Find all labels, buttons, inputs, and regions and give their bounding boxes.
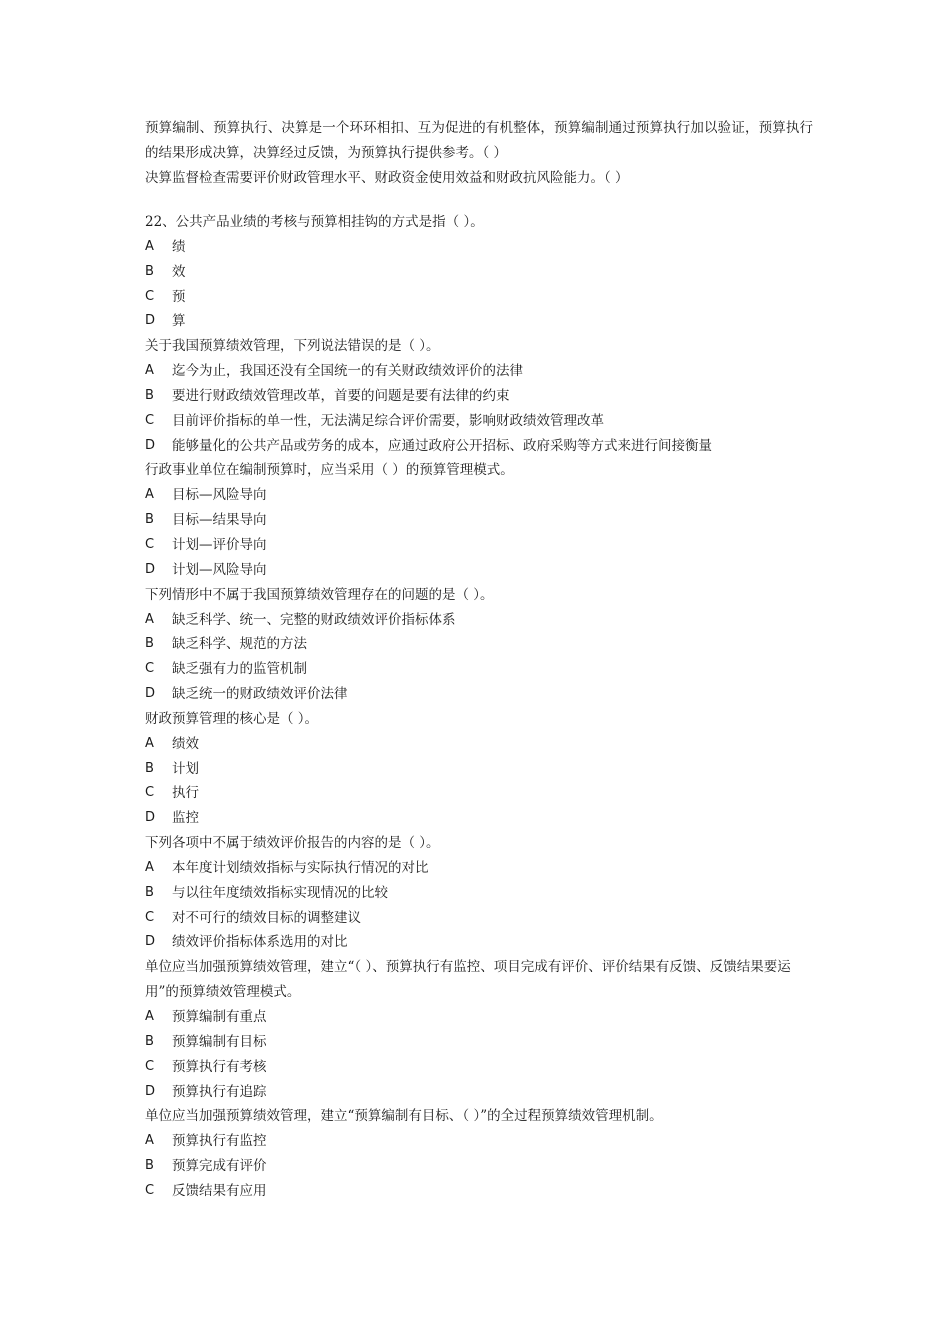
option-text: 效: [172, 263, 186, 280]
option-letter: A: [145, 487, 154, 503]
option-letter: B: [145, 263, 154, 279]
answer-option: [145, 1005, 813, 1030]
answer-option: [145, 632, 813, 657]
answer-option: [145, 608, 813, 633]
question-stem: 下列情形中不属于我国预算绩效管理存在的问题的是（ ）。: [145, 586, 494, 603]
answer-option: [145, 930, 813, 955]
option-text: 计划: [172, 760, 199, 777]
question-item: [145, 583, 813, 707]
answer-option: [145, 881, 813, 906]
option-letter: A: [145, 239, 154, 254]
answer-option: [145, 1154, 813, 1179]
answer-option: [145, 533, 813, 558]
question-stem: 单位应当加强预算绩效管理，建立“预算编制有目标、（ ）”的全过程预算绩效管理机制。: [145, 1108, 663, 1125]
option-letter: C: [145, 536, 155, 552]
option-letter: D: [145, 810, 156, 826]
option-letter: C: [145, 412, 155, 428]
option-letter: B: [145, 1033, 154, 1049]
option-letter: C: [145, 661, 155, 677]
option-letter: D: [145, 313, 156, 329]
option-letter: A: [145, 363, 154, 379]
option-letter: C: [145, 785, 155, 801]
option-letter: A: [145, 735, 154, 751]
question-stem: 单位应当加强预算绩效管理，建立“（ ）、预算执行有监控、项目完成有评价、评价结果有反馈、反馈结果要运用”的预算绩效管理模式。: [145, 959, 791, 1001]
option-text: 与以往年度绩效指标实现情况的比较: [172, 884, 388, 901]
answer-option: [145, 682, 813, 707]
option-text: 对不可行的绩效目标的调整建议: [172, 909, 361, 926]
question-item: [145, 210, 813, 334]
option-text: 算: [172, 313, 186, 330]
answer-option: [145, 359, 813, 384]
option-text: 计划—风险导向: [172, 561, 267, 578]
question-stem: 财政预算管理的核心是（ ）。: [145, 710, 319, 727]
option-letter: C: [145, 1058, 155, 1074]
option-letter: C: [145, 288, 155, 304]
option-text: 预算执行有监控: [172, 1133, 267, 1150]
option-letter: B: [145, 387, 154, 403]
answer-option: [145, 806, 813, 831]
answer-option: [145, 757, 813, 782]
question-item: [145, 707, 813, 831]
question-stem: 关于我国预算绩效管理，下列说法错误的是（ ）。: [145, 338, 440, 355]
option-letter: D: [145, 1083, 156, 1099]
option-text: 缺乏科学、统一、完整的财政绩效评价指标体系: [172, 611, 456, 628]
answer-option: [145, 434, 813, 459]
answer-option: [145, 1080, 813, 1105]
question-stem: 下列各项中不属于绩效评价报告的内容的是（ ）。: [145, 834, 440, 851]
option-text: 反馈结果有应用: [172, 1182, 267, 1199]
answer-option: [145, 483, 813, 508]
question-stem: 行政事业单位在编制预算时，应当采用（ ）的预算管理模式。: [145, 462, 514, 479]
answer-option: [145, 1055, 813, 1080]
option-text: 监控: [172, 810, 199, 827]
intro-block: [145, 116, 813, 191]
option-text: 目标—结果导向: [172, 512, 267, 529]
option-text: 绩效评价指标体系选用的对比: [172, 934, 348, 951]
document-page: [145, 116, 813, 1204]
option-letter: A: [145, 1133, 154, 1149]
option-letter: A: [145, 859, 154, 875]
option-letter: B: [145, 512, 154, 528]
option-letter: D: [145, 934, 156, 950]
answer-option: [145, 508, 813, 533]
answer-option: [145, 285, 813, 310]
question-item: [145, 334, 813, 458]
option-letter: B: [145, 760, 154, 776]
question-item: [145, 458, 813, 582]
answer-option: [145, 558, 813, 583]
option-text: 预算执行有考核: [172, 1058, 267, 1075]
option-text: 目标—风险导向: [172, 487, 267, 504]
option-letter: D: [145, 685, 156, 701]
answer-option: [145, 732, 813, 757]
option-text: 预算编制有重点: [172, 1009, 267, 1026]
answer-option: [145, 309, 813, 334]
option-text: 执行: [172, 785, 199, 802]
answer-option: [145, 906, 813, 931]
option-text: 能够量化的公共产品或劳务的成本，应通过政府公开招标、政府采购等方式来进行间接衡量: [172, 437, 712, 454]
option-text: 计划—评价导向: [172, 536, 267, 553]
option-text: 绩效: [172, 735, 199, 752]
option-letter: B: [145, 884, 154, 900]
answer-option: [145, 1129, 813, 1154]
answer-option: [145, 657, 813, 682]
option-text: 缺乏强有力的监管机制: [172, 661, 307, 678]
question-stem: 22、公共产品业绩的考核与预算相挂钩的方式是指（ ）。: [145, 214, 484, 230]
answer-option: [145, 1179, 813, 1204]
answer-option: [145, 409, 813, 434]
option-text: 目前评价指标的单一性，无法满足综合评价需要，影响财政绩效管理改革: [172, 412, 604, 429]
intro-statement-2: 决算监督检查需要评价财政管理水平、财政资金使用效益和财政抗风险能力。（ ）: [145, 170, 629, 186]
answer-option: [145, 260, 813, 285]
spacer: [145, 191, 813, 210]
option-text: 预算完成有评价: [172, 1158, 267, 1175]
option-text: 要进行财政绩效管理改革，首要的问题是要有法律的约束: [172, 387, 510, 404]
question-list: [145, 210, 813, 1204]
option-letter: A: [145, 1009, 154, 1025]
option-text: 缺乏统一的财政绩效评价法律: [172, 685, 348, 702]
option-text: 缺乏科学、规范的方法: [172, 636, 307, 653]
option-letter: B: [145, 636, 154, 652]
option-text: 预: [172, 288, 186, 305]
option-text: 本年度计划绩效指标与实际执行情况的对比: [172, 859, 429, 876]
question-item: [145, 955, 813, 1104]
option-letter: A: [145, 611, 154, 627]
answer-option: [145, 384, 813, 409]
option-text: 预算执行有追踪: [172, 1083, 267, 1100]
option-text: 预算编制有目标: [172, 1033, 267, 1050]
option-text: 绩: [172, 239, 186, 255]
option-text: 迄今为止，我国还没有全国统一的有关财政绩效评价的法律: [172, 363, 523, 380]
option-letter: D: [145, 561, 156, 577]
answer-option: [145, 235, 813, 260]
answer-option: [145, 1030, 813, 1055]
option-letter: B: [145, 1158, 154, 1174]
intro-statement-1: 预算编制、预算执行、决算是一个环环相扣、互为促进的有机整体，预算编制通过预算执行加以验证，预算执行的结果形成决算，决算经过反馈，为预算执行提供参考。（ ）: [145, 120, 813, 161]
option-letter: D: [145, 437, 156, 453]
option-letter: C: [145, 909, 155, 925]
option-letter: C: [145, 1182, 155, 1198]
answer-option: [145, 781, 813, 806]
question-item: [145, 831, 813, 955]
answer-option: [145, 856, 813, 881]
question-item: [145, 1104, 813, 1203]
